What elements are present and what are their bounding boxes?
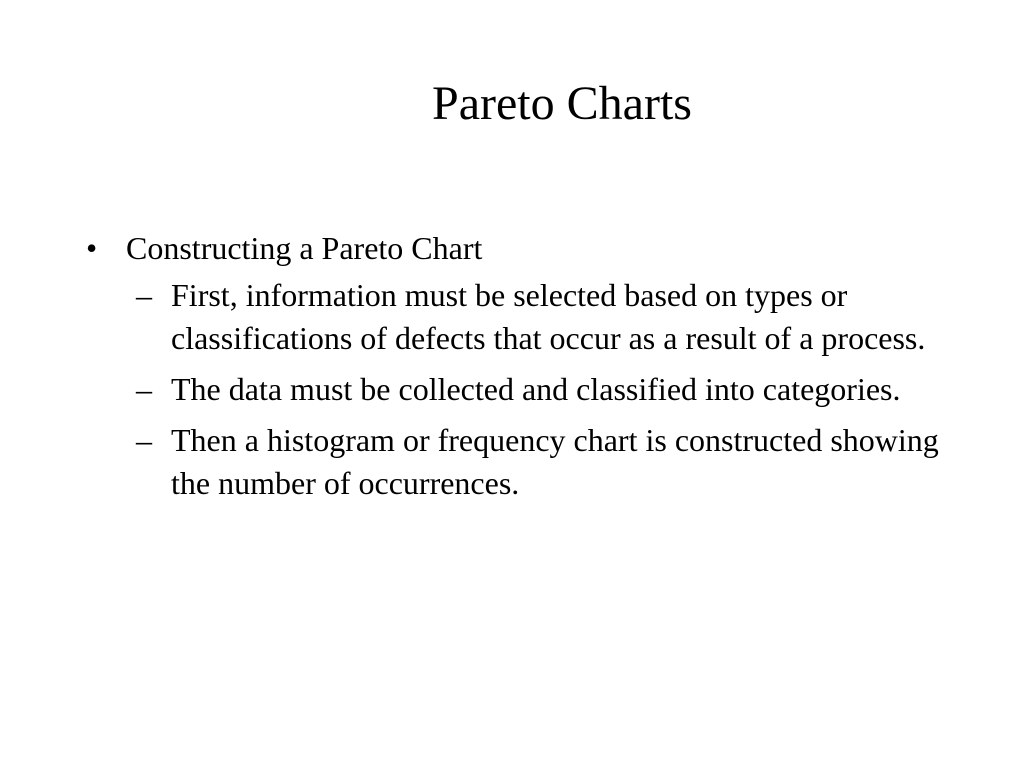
sub-bullet-item bbox=[126, 274, 956, 360]
sub-bullet-marker: – bbox=[136, 422, 152, 458]
bullet-marker: • bbox=[86, 230, 98, 266]
slide-title: Pareto Charts bbox=[432, 77, 692, 130]
sub-bullet-item bbox=[126, 419, 956, 505]
bullet-text: Constructing a Pareto Chart bbox=[126, 230, 483, 266]
bullet-item bbox=[86, 226, 956, 505]
bullet-list bbox=[86, 226, 956, 513]
sub-bullet-list bbox=[126, 274, 956, 505]
sub-bullet-marker: – bbox=[136, 277, 152, 313]
sub-bullet-item bbox=[126, 368, 956, 411]
sub-bullet-text: The data must be collected and classified into categories. bbox=[171, 371, 901, 407]
sub-bullet-marker: – bbox=[136, 371, 152, 407]
sub-bullet-text: First, information must be selected based on types or classifications of defects that occur as a result of a process. bbox=[171, 277, 926, 356]
sub-bullet-text: Then a histogram or frequency chart is constructed showing the number of occurrences. bbox=[171, 422, 939, 501]
